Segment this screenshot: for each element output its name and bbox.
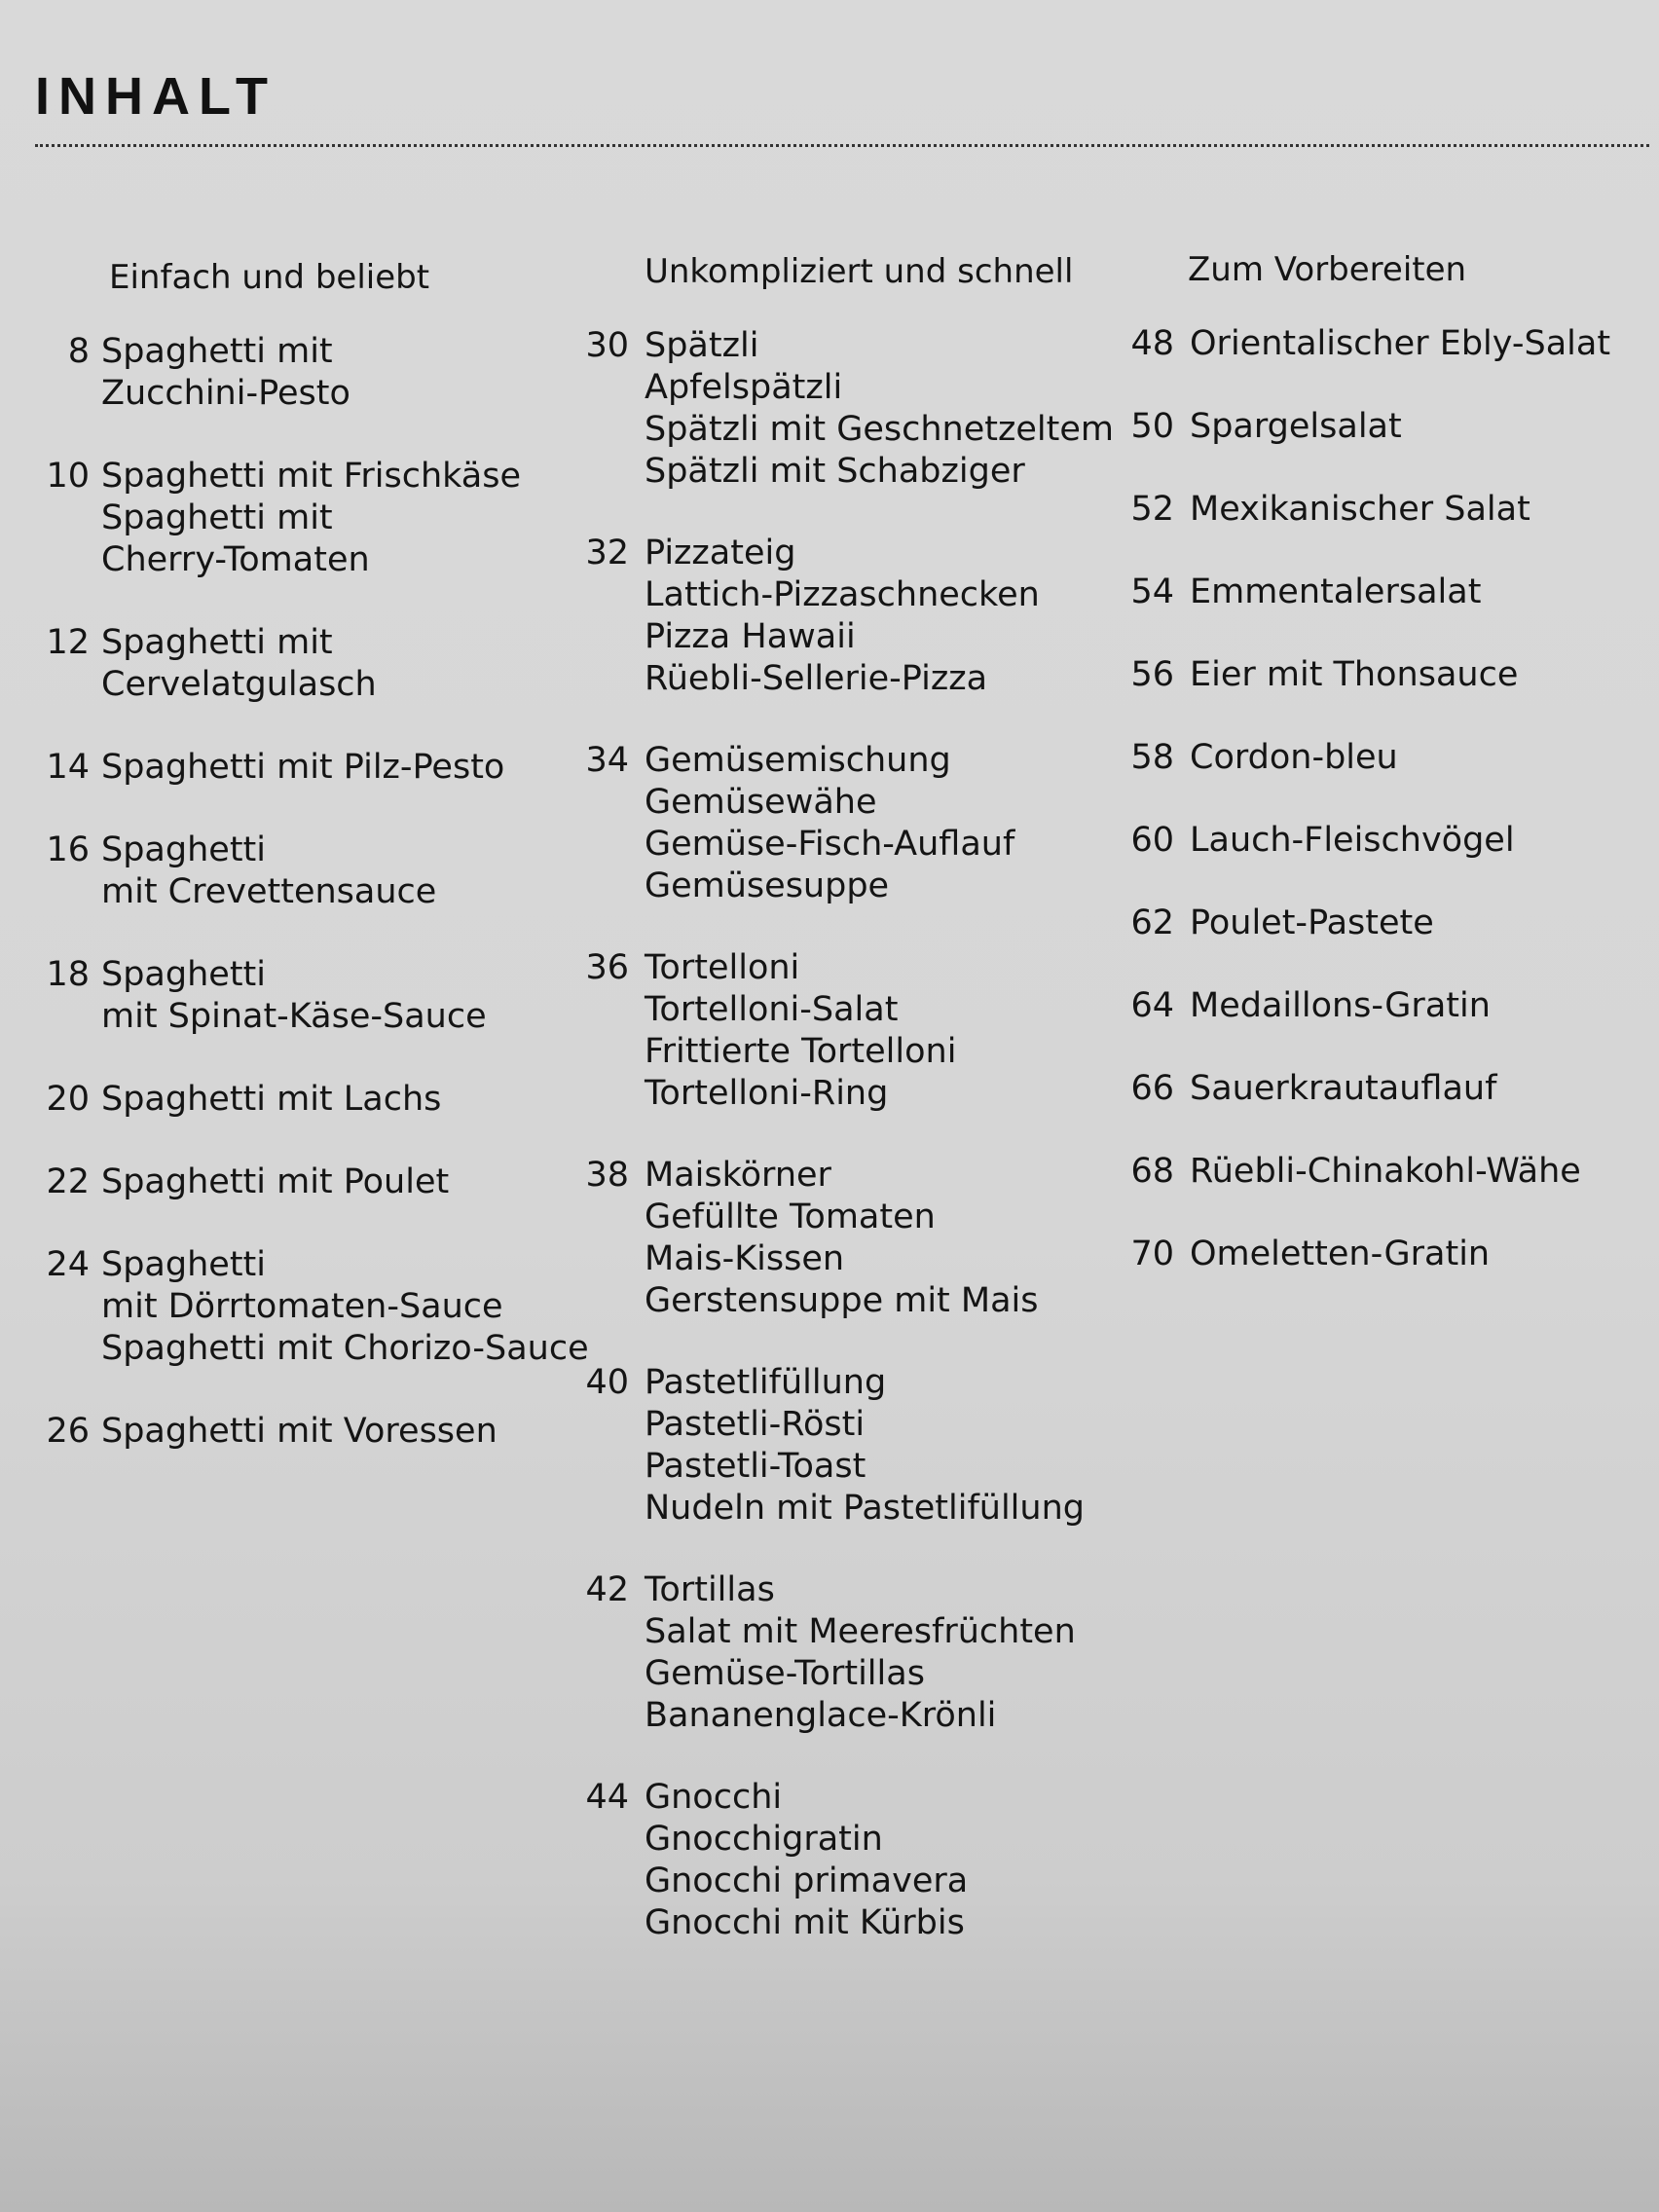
entry-title: Spaghetti mit Frischkäse	[101, 457, 522, 496]
entry-page-number: 44	[585, 1778, 629, 1817]
entry-titles	[1174, 406, 1402, 448]
section-heading: Zum Vorbereiten	[1188, 250, 1467, 289]
entry-page-number: 60	[1130, 821, 1174, 860]
entry-page-number: 68	[1130, 1152, 1174, 1191]
entry-title: Mexikanischer Salat	[1190, 490, 1530, 529]
toc-entry	[582, 1569, 1127, 1737]
toc-entry	[35, 830, 580, 913]
entry-title: Gerstensuppe mit Mais	[645, 1281, 1039, 1320]
entry-page-number: 20	[46, 1080, 90, 1119]
entry-title: Lauch-Fleischvögel	[1190, 821, 1515, 860]
entry-page-number: 10	[46, 457, 90, 496]
entry-title: Gemüse-Tortillas	[645, 1654, 925, 1693]
entry-titles	[629, 1569, 1076, 1737]
entry-title: Gnocchi primavera	[645, 1862, 969, 1900]
entry-titles	[1174, 1234, 1490, 1275]
entry-list	[582, 325, 1127, 1944]
toc-entry	[35, 1079, 580, 1121]
entry-title: Cordon-bleu	[1190, 738, 1398, 777]
entry-title: Spätzli	[645, 326, 759, 365]
toc-entry	[1127, 1151, 1653, 1193]
entry-title: Pastetli-Rösti	[645, 1405, 866, 1444]
toc-entry	[1127, 1234, 1653, 1275]
section-heading: Einfach und beliebt	[109, 258, 430, 297]
entry-title: Tortillas	[645, 1570, 775, 1609]
entry-title: Rüebli-Chinakohl-Wähe	[1190, 1152, 1581, 1191]
toc-entry	[1127, 406, 1653, 448]
toc-entry	[35, 331, 580, 415]
entry-title: Spätzli mit Schabziger	[645, 452, 1025, 491]
entry-title: Poulet-Pastete	[1190, 903, 1434, 942]
entry-titles	[629, 1362, 1085, 1530]
entry-title: Gnocchi	[645, 1778, 783, 1817]
toc-entry	[1127, 654, 1653, 696]
entry-page-number: 14	[46, 748, 90, 787]
toc-entry	[582, 740, 1127, 907]
entry-title: Tortelloni-Ring	[645, 1074, 889, 1113]
entry-title: Spätzli mit Geschnetzeltem	[645, 410, 1114, 449]
entry-titles	[1174, 985, 1491, 1027]
toc-entry	[35, 1411, 580, 1453]
toc-entry	[582, 1777, 1127, 1944]
toc-entry	[582, 947, 1127, 1115]
entry-titles	[1174, 1068, 1496, 1110]
dotted-divider	[35, 144, 1649, 147]
entry-title: Spaghetti mit Lachs	[101, 1080, 442, 1119]
entry-title: Pizza Hawaii	[645, 617, 856, 656]
entry-title: Spaghetti mit Voressen	[101, 1412, 498, 1451]
entry-list	[1127, 323, 1653, 1275]
entry-page-number: 66	[1130, 1069, 1174, 1108]
page-title: INHALT	[35, 67, 276, 126]
entry-page-number: 8	[67, 332, 90, 371]
entry-titles	[1174, 820, 1515, 862]
toc-entry	[1127, 489, 1653, 531]
entry-page-number: 62	[1130, 903, 1174, 942]
entry-titles	[629, 1155, 1039, 1322]
entry-title: Spaghetti mit	[101, 623, 333, 662]
entry-title: Spaghetti	[101, 1245, 266, 1284]
entry-title: Zucchini-Pesto	[101, 374, 350, 413]
entry-title: mit Dörrtomaten-Sauce	[101, 1287, 503, 1326]
toc-entry	[1127, 820, 1653, 862]
entry-title: Omeletten-Gratin	[1190, 1235, 1491, 1273]
entry-title: Cervelatgulasch	[101, 665, 377, 704]
entry-titles	[629, 325, 1114, 493]
entry-titles	[90, 456, 521, 581]
toc-entry	[1127, 737, 1653, 779]
toc-entry	[1127, 571, 1653, 613]
toc-column-vorbereiten	[1127, 245, 1653, 1316]
toc-entry	[35, 747, 580, 789]
entry-list	[35, 331, 589, 1453]
entry-title: Spaghetti mit Poulet	[101, 1162, 450, 1201]
entry-titles	[90, 1244, 589, 1370]
entry-titles	[90, 622, 377, 706]
entry-title: Gemüsewähe	[645, 783, 877, 822]
entry-page-number: 24	[46, 1245, 90, 1284]
entry-titles	[1174, 654, 1518, 696]
entry-titles	[90, 1161, 449, 1203]
section-heading: Unkompliziert und schnell	[645, 252, 1074, 291]
entry-title: Gemüsesuppe	[645, 866, 890, 905]
entry-titles	[90, 331, 350, 415]
toc-entry	[582, 533, 1127, 700]
entry-title: Spaghetti mit	[101, 332, 333, 371]
entry-page-number: 42	[585, 1570, 629, 1609]
entry-titles	[629, 533, 1040, 700]
entry-page-number: 12	[46, 623, 90, 662]
entry-title: Spaghetti mit Chorizo-Sauce	[101, 1329, 589, 1368]
entry-page-number: 70	[1130, 1235, 1174, 1273]
toc-entry	[35, 622, 580, 706]
entry-page-number: 26	[46, 1412, 90, 1451]
entry-title: Rüebli-Sellerie-Pizza	[645, 659, 988, 698]
entry-title: Salat mit Meeresfrüchten	[645, 1612, 1076, 1651]
entry-title: Gefüllte Tomaten	[645, 1198, 936, 1236]
entry-titles	[1174, 323, 1610, 365]
entry-page-number: 38	[585, 1156, 629, 1195]
toc-entry	[582, 1362, 1127, 1530]
entry-title: Apfelspätzli	[645, 368, 843, 407]
entry-title: Pastetli-Toast	[645, 1447, 866, 1486]
entry-title: Nudeln mit Pastetlifüllung	[645, 1489, 1085, 1528]
entry-page-number: 22	[46, 1162, 90, 1201]
entry-titles	[1174, 737, 1398, 779]
entry-page-number: 58	[1130, 738, 1174, 777]
entry-title: Pizzateig	[645, 534, 796, 572]
toc-entry	[1127, 903, 1653, 944]
entry-page-number: 18	[46, 955, 90, 994]
toc-entry	[35, 954, 580, 1038]
entry-title: Gemüsemischung	[645, 741, 951, 780]
toc-entry	[35, 1244, 589, 1370]
toc-column-einfach	[35, 253, 589, 1493]
entry-titles	[1174, 1151, 1581, 1193]
entry-titles	[90, 830, 436, 913]
entry-title: Bananenglace-Krönli	[645, 1696, 997, 1735]
entry-title: Spargelsalat	[1190, 407, 1402, 446]
entry-title: Mais-Kissen	[645, 1239, 845, 1278]
entry-title: Medaillons-Gratin	[1190, 986, 1491, 1025]
entry-titles	[90, 1079, 441, 1121]
entry-page-number: 52	[1130, 490, 1174, 529]
entry-titles	[629, 740, 1014, 907]
entry-page-number: 16	[46, 830, 90, 869]
entry-page-number: 32	[585, 534, 629, 572]
entry-title: Orientalischer Ebly-Salat	[1190, 324, 1611, 363]
entry-title: Cherry-Tomaten	[101, 540, 370, 579]
entry-title: Emmentalersalat	[1190, 572, 1482, 611]
entry-page-number: 50	[1130, 407, 1174, 446]
entry-titles	[629, 947, 956, 1115]
entry-title: Spaghetti mit	[101, 498, 333, 537]
toc-entry	[582, 325, 1127, 493]
toc-entry	[1127, 1068, 1653, 1110]
entry-page-number: 48	[1130, 324, 1174, 363]
entry-page-number: 34	[585, 741, 629, 780]
entry-title: Pastetlifüllung	[645, 1363, 887, 1402]
entry-page-number: 56	[1130, 655, 1174, 694]
entry-title: Tortelloni	[645, 948, 800, 987]
entry-title: Frittierte Tortelloni	[645, 1032, 957, 1071]
entry-titles	[90, 747, 504, 789]
toc-entry	[582, 1155, 1127, 1322]
entry-title: Gemüse-Fisch-Auflauf	[645, 825, 1015, 864]
entry-titles	[1174, 903, 1434, 944]
entry-titles	[90, 954, 487, 1038]
entry-titles	[90, 1411, 498, 1453]
entry-page-number: 30	[585, 326, 629, 365]
entry-title: Spaghetti mit Pilz-Pesto	[101, 748, 505, 787]
entry-title: Eier mit Thonsauce	[1190, 655, 1519, 694]
entry-page-number: 64	[1130, 986, 1174, 1025]
toc-entry	[35, 1161, 580, 1203]
toc-entry	[1127, 985, 1653, 1027]
entry-title: mit Crevettensauce	[101, 872, 437, 911]
entry-title: Gnocchi mit Kürbis	[645, 1903, 965, 1942]
entry-title: Spaghetti	[101, 830, 266, 869]
toc-column-unkompliziert	[582, 247, 1127, 1984]
entry-title: Sauerkrautauflauf	[1190, 1069, 1497, 1108]
entry-titles	[629, 1777, 968, 1944]
entry-page-number: 54	[1130, 572, 1174, 611]
entry-title: mit Spinat-Käse-Sauce	[101, 997, 487, 1036]
entry-title: Maiskörner	[645, 1156, 831, 1195]
toc-entry	[1127, 323, 1653, 365]
toc-entry	[35, 456, 580, 581]
entry-page-number: 36	[585, 948, 629, 987]
entry-titles	[1174, 489, 1530, 531]
entry-title: Tortelloni-Salat	[645, 990, 899, 1029]
entry-titles	[1174, 571, 1481, 613]
entry-title: Spaghetti	[101, 955, 266, 994]
entry-title: Gnocchigratin	[645, 1820, 883, 1859]
entry-page-number: 40	[585, 1363, 629, 1402]
entry-title: Lattich-Pizzaschnecken	[645, 575, 1040, 614]
